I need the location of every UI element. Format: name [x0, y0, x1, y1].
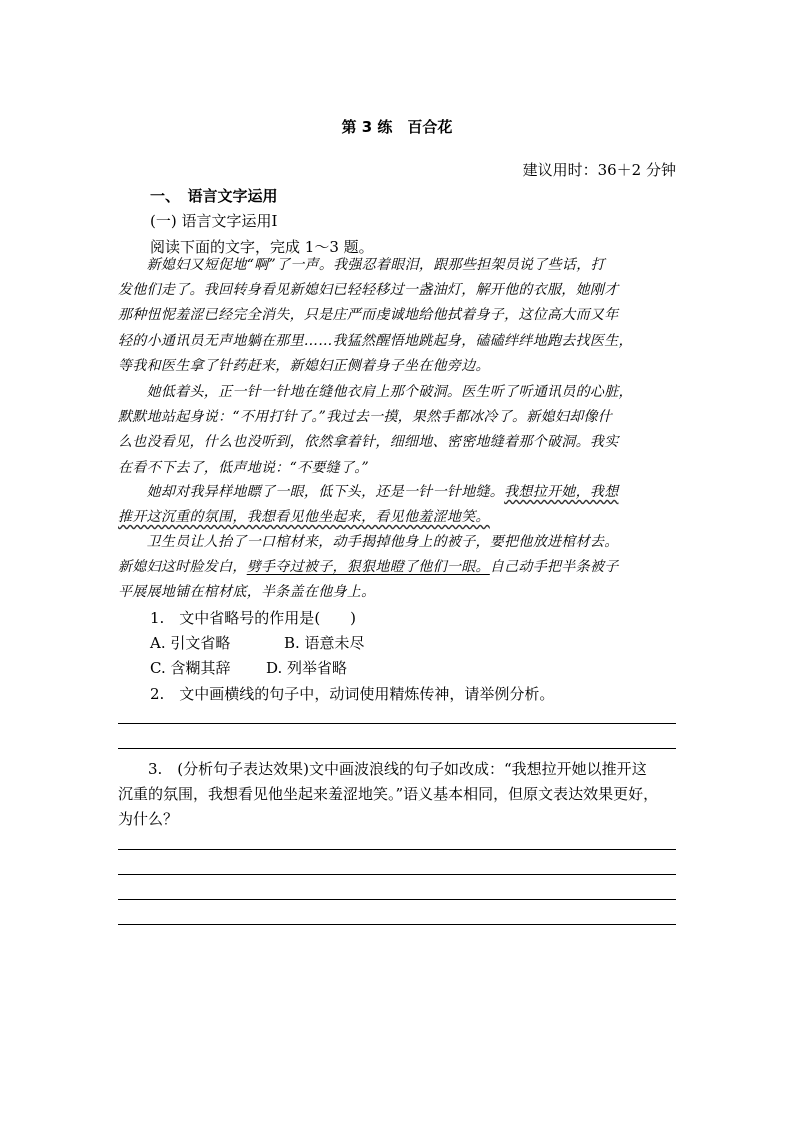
question-line: 为什么？ — [118, 810, 179, 828]
passage-line: 在看不下去了，低声地说：“不要缝了。” — [118, 459, 370, 476]
reading-instruction: 阅读下面的文字，完成 1～3 题。 — [150, 238, 374, 256]
subsection-heading: (一) 语言文字运用Ⅰ — [150, 212, 278, 230]
question-1-option-a[interactable]: A. 引文省略 — [150, 634, 231, 652]
question-1-option-c[interactable]: C. 含糊其辞 — [150, 659, 231, 677]
passage-paragraph-2 — [118, 380, 678, 481]
passage-line: 等我和医生拿了针药赶来，新媳妇正侧着身子坐在他旁边。 — [118, 357, 490, 374]
passage-line: 么也没看见，什么也没听到，依然拿着针，细细地、密密地缝着那个破洞。我实 — [118, 434, 619, 451]
answer-line[interactable] — [118, 874, 676, 875]
answer-line[interactable] — [118, 924, 676, 925]
page-title: 第 3 练 百合花 — [341, 118, 453, 136]
passage-line: 她低着头，正一针一针地在缝他衣肩上那个破洞。医生听了听通讯员的心脏， — [118, 384, 633, 400]
passage-line — [118, 480, 678, 505]
passage-line: 新媳妇又短促地“啊”了一声。我强忍着眼泪，跟那些担架员说了些话，打 — [118, 257, 605, 273]
passage-line: 发他们走了。我回转身看见新媳妇已轻轻移过一盏油灯，解开他的衣服，她刚才 — [118, 282, 619, 299]
suggested-time: 建议用时：36＋2 分钟 — [522, 161, 676, 179]
passage-line — [118, 555, 678, 580]
answer-line[interactable] — [118, 849, 676, 850]
passage-paragraph-1 — [118, 253, 678, 379]
question-2-stem: 2. 文中画横线的句子中，动词使用精炼传神，请举例分析。 — [150, 685, 555, 703]
passage-line: 卫生员让人抬了一口棺材来，动手揭掉他身上的被子，要把他放进棺材去。 — [118, 534, 619, 550]
passage-text: 新媳妇这时脸发白， — [118, 559, 247, 576]
answer-line[interactable] — [118, 899, 676, 900]
wavy-underlined-text: 我想拉开她，我想 — [504, 484, 619, 500]
question-1-option-d[interactable]: D. 列举省略 — [266, 659, 348, 677]
wavy-underlined-text: 推开这沉重的氛围，我想看见他坐起来，看见他羞涩地笑。 — [118, 509, 490, 526]
question-line: 3. (分析句子表达效果)文中画波浪线的句子如改成：“我想拉开她以推开这 — [118, 760, 647, 778]
passage-text: 她却对我异样地瞟了一眼，低下头，还是一针一针地缝。 — [118, 484, 505, 500]
passage-paragraph-4 — [118, 530, 678, 606]
underlined-text: 劈手夺过被子，狠狠地瞪了他们一眼。 — [246, 559, 490, 576]
section-heading: 一、 语言文字运用 — [150, 187, 278, 205]
question-1-option-b[interactable]: B. 语意未尽 — [284, 634, 365, 652]
passage-line: 轻的小通讯员无声地躺在那里……我猛然醒悟地跳起身，磕磕绊绊地跑去找医生， — [118, 332, 633, 349]
question-line: 沉重的氛围，我想看见他坐起来羞涩地笑。”语义基本相同，但原文表达效果更好， — [118, 785, 659, 803]
answer-line[interactable] — [118, 723, 676, 724]
passage-paragraph-3 — [118, 480, 678, 530]
passage-line: 那种忸怩羞涩已经完全消失，只是庄严而虔诚地给他拭着身子，这位高大而又年 — [118, 307, 619, 324]
passage-text: 自己动手把半条被子 — [489, 559, 619, 576]
passage-line: 平展展地铺在棺材底，半条盖在他身上。 — [118, 584, 376, 601]
passage-line — [118, 505, 678, 530]
passage-line: 默默地站起身说：“不用打针了。”我过去一摸，果然手都冰冷了。新媳妇却像什 — [118, 409, 613, 426]
answer-line[interactable] — [118, 748, 676, 749]
question-3-stem — [118, 757, 678, 832]
question-1-stem: 1. 文中省略号的作用是( ) — [150, 609, 357, 627]
